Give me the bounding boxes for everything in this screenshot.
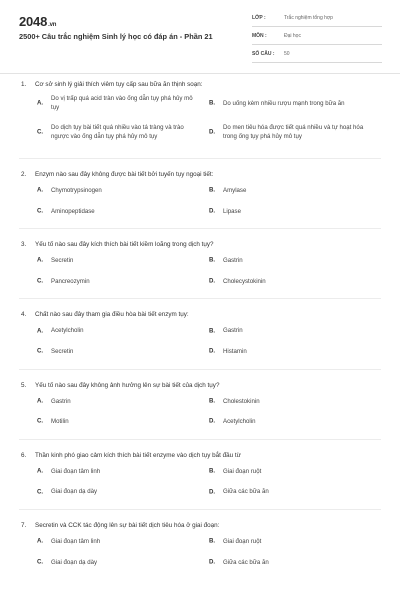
question-block (19, 80, 381, 146)
option-letter: C. (37, 558, 44, 566)
meta-key: LỚP : (252, 15, 266, 21)
answer-option-b[interactable] (207, 95, 379, 113)
question-number: 6. (21, 451, 27, 459)
option-text: Secretin (51, 347, 74, 355)
option-letter: B. (209, 257, 216, 265)
answer-options (19, 538, 381, 567)
answer-options (19, 327, 381, 356)
question-block (19, 381, 381, 427)
option-letter: D. (209, 128, 216, 136)
option-text: Chymotrypsinogen (51, 187, 102, 194)
option-text: Secretin (51, 257, 74, 265)
answer-option-a[interactable] (35, 538, 207, 547)
question-number: 5. (21, 381, 27, 389)
meta-row-class (252, 14, 382, 27)
answer-option-b[interactable] (207, 398, 379, 407)
option-text: Amylase (223, 187, 247, 194)
question-prompt: Yếu tố nào sau đây không ảnh hưởng lên sự bài tiết của dịch tụy? (35, 381, 220, 389)
question-text (19, 451, 381, 460)
answer-option-d[interactable] (207, 418, 379, 427)
option-text: Do men tiêu hóa được tiết quá nhiều và tự hoạt hóa trong ống tụy phá hủy mô tụy (223, 123, 364, 140)
option-letter: D. (209, 347, 216, 355)
option-text: Histamin (223, 347, 247, 355)
option-letter: D. (209, 488, 216, 496)
answer-option-c[interactable] (35, 348, 207, 357)
meta-row-count (252, 50, 382, 63)
answer-options (19, 95, 381, 146)
question-text (19, 381, 381, 390)
page-title: 2500+ Câu trắc nghiệm Sinh lý học có đáp án - Phần 21 (19, 32, 213, 41)
answer-option-c[interactable] (35, 208, 207, 217)
question-text (19, 310, 381, 319)
answer-option-a[interactable] (35, 468, 207, 477)
answer-option-b[interactable] (207, 187, 379, 196)
site-logo[interactable] (19, 14, 56, 29)
option-letter: A. (37, 467, 44, 475)
answer-options (19, 468, 381, 497)
question-prompt: Yếu tố nào sau đây kích thích bài tiết kiềm loãng trong dịch tụy? (35, 241, 214, 249)
answer-option-c[interactable] (35, 119, 207, 146)
option-letter: C. (37, 128, 44, 136)
answer-option-c[interactable] (35, 488, 207, 497)
answer-option-c[interactable] (35, 418, 207, 427)
option-text: Pancreozymin (51, 277, 90, 285)
option-text: Giữa các bữa ăn (223, 558, 269, 566)
option-letter: C. (37, 277, 44, 285)
option-letter: B. (209, 187, 216, 194)
option-text: Aminopeptidase (51, 207, 95, 215)
option-text: Motilin (51, 418, 69, 426)
option-text: Do uống kèm nhiều rượu mạnh trong bữa ăn (223, 99, 345, 107)
question-number: 1. (21, 81, 27, 88)
option-text: Do vị trấp quá acid tràn vào ống dẫn tụy phá hủy mô tụy (51, 95, 193, 111)
answer-options (19, 187, 381, 216)
option-letter: A. (37, 187, 44, 194)
meta-value: 50 (284, 51, 290, 57)
option-letter: C. (37, 207, 44, 215)
option-letter: A. (37, 257, 44, 265)
option-letter: D. (209, 207, 216, 215)
logo-domain: .vn (48, 22, 57, 28)
option-text: Cholestokinin (223, 397, 260, 405)
answer-option-a[interactable] (35, 95, 207, 113)
answer-option-b[interactable] (207, 538, 379, 547)
option-text: Cholecystokinin (223, 277, 266, 285)
answer-option-b[interactable] (207, 468, 379, 477)
question-text (19, 521, 381, 530)
option-text: Gastrin (223, 257, 243, 265)
question-block (19, 451, 381, 497)
option-letter: B. (209, 327, 216, 335)
option-text: Acetylcholin (51, 327, 84, 335)
option-letter: A. (37, 99, 44, 107)
question-text (19, 170, 381, 179)
answer-option-d[interactable] (207, 348, 379, 357)
question-block (19, 310, 381, 356)
answer-option-a[interactable] (35, 327, 207, 336)
question-block (19, 240, 381, 286)
meta-key: MÔN : (252, 33, 267, 39)
option-letter: B. (209, 467, 216, 475)
option-text: Giai đoạn ruột (223, 467, 262, 475)
answer-options (19, 257, 381, 286)
question-number: 4. (21, 311, 27, 319)
option-text: Acetylcholin (223, 418, 256, 426)
option-text: Do dịch tụy bài tiết quá nhiều vào tá tràng và trào ngược vào ống dẫn tụy phá hủy mô tụy (51, 123, 184, 140)
question-prompt: Secretin và CCK tác động lên sự bài tiết dịch tiêu hóa ở giai đoạn: (35, 521, 220, 529)
answer-option-a[interactable] (35, 257, 207, 266)
question-prompt: Enzym nào sau đây không được bài tiết bởi tuyến tụy ngoại tiết: (35, 171, 214, 178)
question-prompt: Cơ sở sinh lý giải thích viêm tụy cấp sau bữa ăn thịnh soạn: (35, 81, 203, 88)
option-letter: B. (209, 537, 216, 545)
option-text: Lipase (223, 207, 241, 215)
answer-option-d[interactable] (207, 488, 379, 497)
answer-option-d[interactable] (207, 278, 379, 287)
answer-option-b[interactable] (207, 257, 379, 266)
question-prompt: Thần kinh phó giao cảm kích thích bài tiết enzyme vào dịch tụy bắt đầu từ (35, 451, 241, 459)
question-block (19, 170, 381, 216)
option-letter: D. (209, 558, 216, 566)
meta-key: SỐ CÂU : (252, 51, 275, 57)
meta-value: Đại học (284, 33, 301, 39)
option-letter: D. (209, 277, 216, 285)
option-letter: A. (37, 537, 44, 545)
option-letter: A. (37, 327, 44, 335)
option-text: Gastrin (223, 327, 243, 335)
question-text (19, 80, 381, 89)
question-number: 2. (21, 171, 27, 178)
option-letter: B. (209, 397, 216, 405)
question-text (19, 240, 381, 249)
answer-option-a[interactable] (35, 398, 207, 407)
answer-option-a[interactable] (35, 187, 207, 196)
option-text: Giai đoạn tâm linh (51, 537, 101, 545)
meta-row-subject (252, 32, 382, 45)
meta-value: Trắc nghiệm tổng hợp (284, 15, 333, 21)
answer-option-b[interactable] (207, 327, 379, 336)
header-divider (0, 73, 400, 74)
option-letter: C. (37, 488, 44, 496)
answer-option-c[interactable] (35, 559, 207, 568)
option-letter: B. (209, 99, 216, 107)
option-text: Giai đoạn dạ dày (51, 558, 98, 566)
question-number: 3. (21, 241, 27, 249)
option-letter: A. (37, 397, 44, 405)
option-text: Gastrin (51, 397, 71, 405)
answer-options (19, 398, 381, 427)
question-list (19, 80, 381, 567)
question-number: 7. (21, 521, 27, 529)
answer-option-d[interactable] (207, 559, 379, 568)
option-text: Giai đoạn dạ dày (51, 488, 98, 496)
option-text: Giai đoạn ruột (223, 537, 262, 545)
question-block (19, 521, 381, 567)
option-letter: C. (37, 347, 44, 355)
document-meta (252, 14, 382, 68)
question-prompt: Chất nào sau đây tham gia điều hòa bài tiết enzym tụy: (35, 311, 189, 319)
option-text: Giai đoạn tâm linh (51, 467, 101, 475)
answer-option-d[interactable] (207, 119, 379, 146)
answer-option-d[interactable] (207, 208, 379, 217)
option-letter: D. (209, 418, 216, 426)
logo-text: 2048 (19, 14, 48, 29)
option-text: Giữa các bữa ăn (223, 488, 269, 496)
option-letter: C. (37, 418, 44, 426)
answer-option-c[interactable] (35, 278, 207, 287)
document-header (0, 0, 400, 72)
